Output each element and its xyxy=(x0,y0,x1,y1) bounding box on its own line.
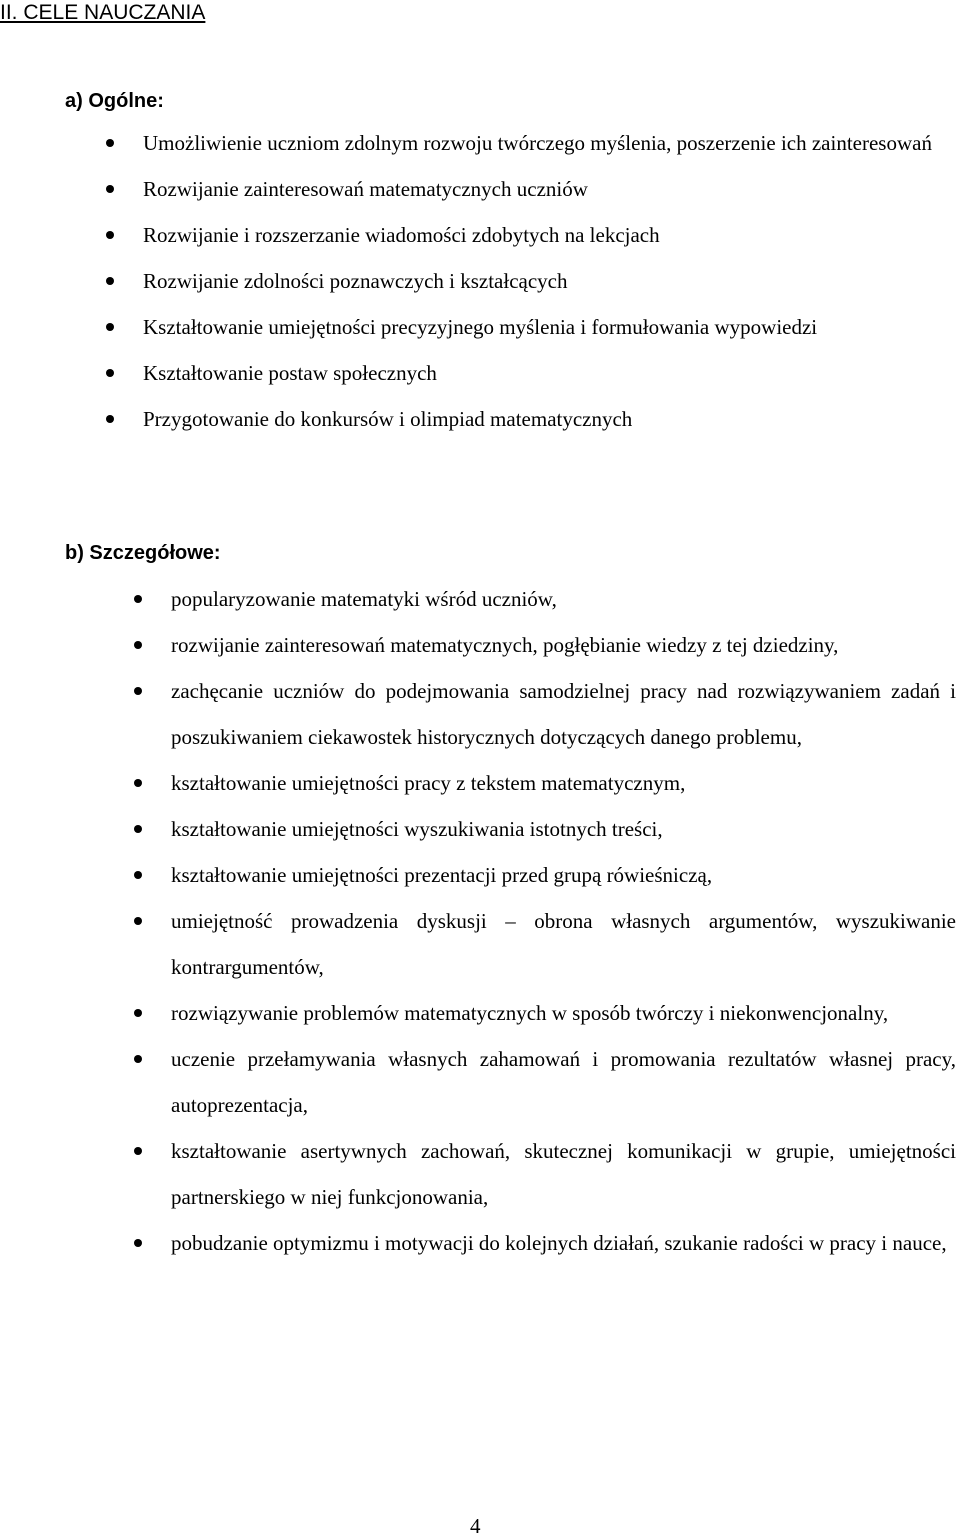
list-item xyxy=(143,304,956,350)
bullet-icon xyxy=(106,369,114,377)
list-item xyxy=(171,990,956,1036)
section-heading-general: a) Ogólne: xyxy=(65,90,164,112)
list-item-text: kształtowanie asertywnych zachowań, skutecznej komunikacji w grupie, umiejętności partnerskiego w niej funkcjonowania, xyxy=(171,1139,956,1209)
list-item xyxy=(143,166,956,212)
bullet-icon xyxy=(134,871,142,879)
list-item-text: umiejętność prowadzenia dyskusji – obrona własnych argumentów, wyszukiwanie kontrargumentów, xyxy=(171,909,956,979)
general-goals-list xyxy=(143,120,956,442)
list-item xyxy=(143,120,956,166)
bullet-icon xyxy=(106,185,114,193)
page-number: 4 xyxy=(470,1514,481,1538)
bullet-icon xyxy=(134,1055,142,1063)
list-item-text: Rozwijanie zainteresowań matematycznych uczniów xyxy=(143,177,588,201)
list-item xyxy=(171,1128,956,1220)
detailed-goals-list xyxy=(171,576,956,1266)
list-item xyxy=(143,212,956,258)
list-item xyxy=(171,806,956,852)
list-item-text: rozwijanie zainteresowań matematycznych, pogłębianie wiedzy z tej dziedziny, xyxy=(171,633,839,657)
list-item-text: Rozwijanie i rozszerzanie wiadomości zdobytych na lekcjach xyxy=(143,223,660,247)
list-item-text: Umożliwienie uczniom zdolnym rozwoju twórczego myślenia, poszerzenie ich zainteresowań xyxy=(143,131,932,155)
list-item-text: Kształtowanie umiejętności precyzyjnego myślenia i formułowania wypowiedzi xyxy=(143,315,818,339)
bullet-icon xyxy=(106,139,114,147)
list-item xyxy=(171,1220,956,1266)
bullet-icon xyxy=(106,231,114,239)
list-item xyxy=(143,350,956,396)
bullet-icon xyxy=(134,1239,142,1247)
bullet-icon xyxy=(134,641,142,649)
list-item xyxy=(171,576,956,622)
bullet-icon xyxy=(134,825,142,833)
list-item-text: Rozwijanie zdolności poznawczych i kształcących xyxy=(143,269,568,293)
bullet-icon xyxy=(134,595,142,603)
list-item-text: zachęcanie uczniów do podejmowania samodzielnej pracy nad rozwiązywaniem zadań i poszukiwaniem ciekawostek historycznych dotyczących danego problemu, xyxy=(171,679,956,749)
list-item xyxy=(171,898,956,990)
list-item-text: kształtowanie umiejętności pracy z tekstem matematycznym, xyxy=(171,771,686,795)
list-item xyxy=(171,622,956,668)
bullet-icon xyxy=(134,1147,142,1155)
bullet-icon xyxy=(106,323,114,331)
list-item xyxy=(171,852,956,898)
bullet-icon xyxy=(106,277,114,285)
list-item-text: Kształtowanie postaw społecznych xyxy=(143,361,437,385)
bullet-icon xyxy=(134,1009,142,1017)
list-item-text: uczenie przełamywania własnych zahamowań i promowania rezultatów własnej pracy, autoprezentacja, xyxy=(171,1047,956,1117)
list-item-text: popularyzowanie matematyki wśród uczniów, xyxy=(171,587,557,611)
list-item xyxy=(143,258,956,304)
bullet-icon xyxy=(134,687,142,695)
bullet-icon xyxy=(134,779,142,787)
list-item-text: rozwiązywanie problemów matematycznych w sposób twórczy i niekonwencjonalny, xyxy=(171,1001,889,1025)
list-item-text: kształtowanie umiejętności wyszukiwania istotnych treści, xyxy=(171,817,663,841)
bullet-icon xyxy=(106,415,114,423)
list-item-text: kształtowanie umiejętności prezentacji przed grupą rówieśniczą, xyxy=(171,863,713,887)
list-item-text: Przygotowanie do konkursów i olimpiad matematycznych xyxy=(143,407,633,431)
chapter-title: II. CELE NAUCZANIA xyxy=(0,1,206,24)
list-item xyxy=(171,668,956,760)
section-heading-detailed: b) Szczegółowe: xyxy=(65,542,221,564)
list-item xyxy=(143,396,956,442)
list-item xyxy=(171,1036,956,1128)
list-item xyxy=(171,760,956,806)
list-item-text: pobudzanie optymizmu i motywacji do kolejnych działań, szukanie radości w pracy i nauce, xyxy=(171,1231,947,1255)
bullet-icon xyxy=(134,917,142,925)
